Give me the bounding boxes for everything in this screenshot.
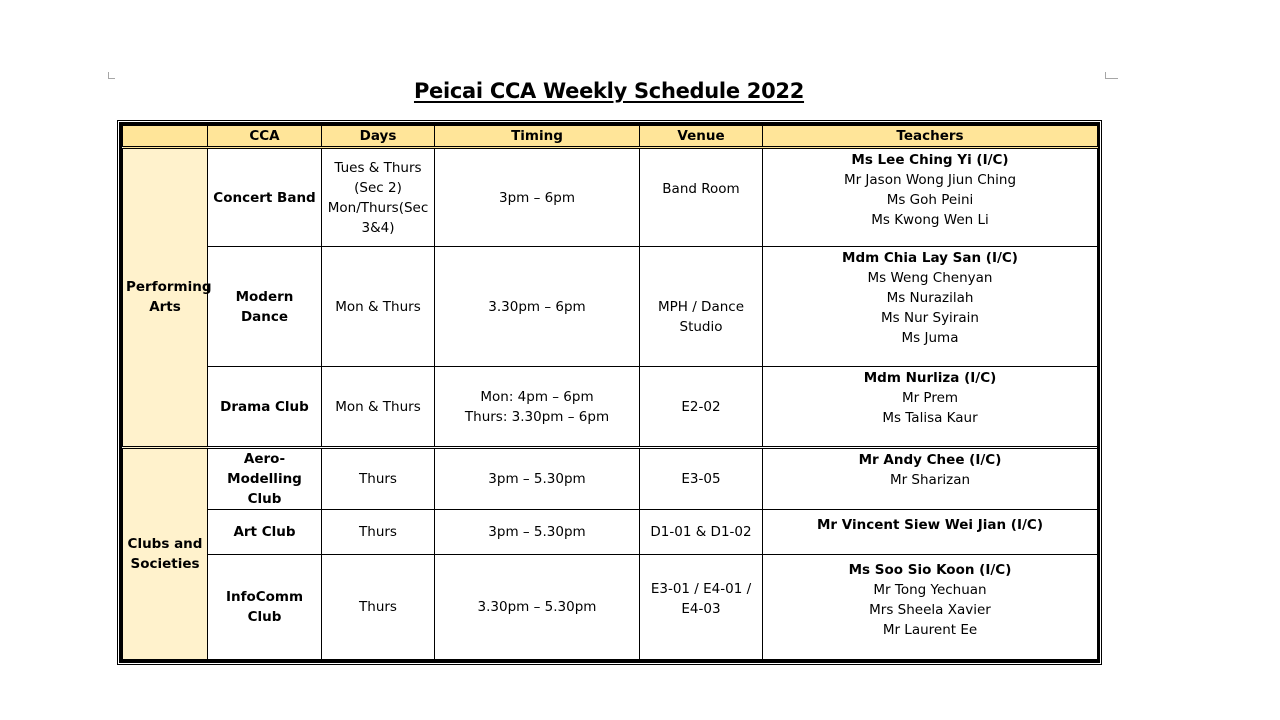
- timing-line: 3.30pm – 5.30pm: [477, 598, 597, 615]
- teachers-cell: [763, 447, 1098, 509]
- days-line: Thurs: [359, 470, 397, 487]
- cca-name-line: Club: [247, 490, 282, 507]
- venue-line: E3-05: [681, 470, 721, 487]
- days-line: Mon & Thurs: [335, 298, 421, 315]
- teacher-in-charge: Mdm Chia Lay San (I/C): [842, 250, 1018, 267]
- document-title: Peicai CCA Weekly Schedule 2022: [413, 79, 805, 103]
- group-name-line: Arts: [149, 299, 181, 316]
- group-name-line: Clubs and: [127, 535, 203, 552]
- venue-line: E2-02: [681, 398, 721, 415]
- timing-line: Mon: 4pm – 6pm: [480, 388, 594, 405]
- table-row: [123, 447, 1098, 509]
- venue-cell: [640, 554, 763, 659]
- timing-cell: [435, 247, 640, 367]
- header-row: [123, 126, 1098, 148]
- header-teachers: Teachers: [763, 126, 1098, 148]
- teachers-cell: [763, 367, 1098, 447]
- teachers-cell: [763, 509, 1098, 554]
- teacher: Ms Goh Peini: [886, 192, 974, 208]
- group-name-line: Societies: [130, 555, 200, 572]
- timing-line: 3pm – 5.30pm: [488, 523, 586, 540]
- margin-corner-mark-right: [1105, 72, 1118, 79]
- header-days: Days: [322, 126, 435, 148]
- teacher: Ms Weng Chenyan: [867, 270, 993, 287]
- days-line: Thurs: [359, 523, 397, 540]
- teacher-in-charge: Ms Lee Ching Yi (I/C): [851, 152, 1009, 168]
- teacher: Ms Kwong Wen Li: [871, 212, 989, 228]
- cca-name-infocomm-club: InfoComm Club: [208, 554, 322, 659]
- days-line: Thurs: [359, 598, 397, 615]
- header-cca: CCA: [208, 126, 322, 148]
- teacher: Mr Sharizan: [889, 471, 971, 488]
- cca-name-concert-band: Concert Band: [208, 148, 322, 247]
- teacher-in-charge: Mr Vincent Siew Wei Jian (I/C): [816, 516, 1043, 533]
- venue-cell: [640, 367, 763, 447]
- table-row: [123, 247, 1098, 367]
- header-group: [123, 126, 208, 148]
- cca-name-aero-modelling-club: [208, 447, 322, 509]
- teacher-in-charge: Mdm Nurliza (I/C): [863, 370, 997, 387]
- schedule-table-frame: [119, 122, 1100, 663]
- timing-cell: [435, 554, 640, 659]
- group-cell-performing-arts: [123, 148, 212, 448]
- timing-cell: [435, 509, 640, 554]
- teacher: Mrs Sheela Xavier: [869, 601, 991, 618]
- venue-line: MPH / Dance: [657, 299, 745, 316]
- timing-line: 3.30pm – 6pm: [488, 298, 586, 315]
- cca-name-line: Aero-Modelling: [227, 450, 302, 487]
- table-row: [123, 509, 1098, 554]
- timing-line: 3pm – 6pm: [499, 189, 575, 206]
- table-row: [123, 367, 1098, 447]
- teacher: Ms Juma: [901, 330, 959, 347]
- venue-line: E3-01 / E4-01 /: [650, 580, 752, 597]
- timing-cell: [435, 148, 640, 247]
- teacher: Mr Jason Wong Jiun Ching: [843, 172, 1017, 188]
- group-name-line: Performing: [126, 279, 212, 296]
- venue-line: Band Room: [662, 181, 740, 197]
- days-line: 3&4): [361, 219, 395, 236]
- days-cell: [322, 554, 435, 659]
- teacher-in-charge: Mr Andy Chee (I/C): [858, 451, 1002, 468]
- days-cell: [322, 447, 435, 509]
- teacher: Ms Nurazilah: [886, 290, 974, 307]
- group-cell-clubs-and-societies: [123, 447, 208, 659]
- days-cell: [322, 367, 435, 447]
- timing-cell: [435, 367, 640, 447]
- cca-name-art-club: Art Club: [208, 509, 322, 554]
- days-line: Tues & Thurs: [334, 159, 422, 176]
- schedule-table: [122, 125, 1098, 660]
- timing-cell: [435, 447, 640, 509]
- venue-cell: [640, 447, 763, 509]
- cca-name-drama-club: Drama Club: [208, 367, 322, 447]
- days-cell: [322, 148, 435, 247]
- venue-cell: [640, 247, 763, 367]
- timing-line: Thurs: 3.30pm – 6pm: [464, 408, 610, 425]
- header-timing: Timing: [435, 126, 640, 148]
- table-row: [123, 148, 1098, 247]
- margin-corner-mark-left: [108, 72, 115, 79]
- venue-cell: [640, 148, 763, 247]
- timing-line: 3pm – 5.30pm: [488, 470, 586, 487]
- venue-cell: [640, 509, 763, 554]
- days-line: Mon/Thurs(Sec: [327, 199, 429, 216]
- venue-line: Studio: [679, 319, 723, 336]
- teachers-cell: [763, 148, 1098, 247]
- teacher: Mr Laurent Ee: [882, 621, 978, 638]
- teacher: Mr Prem: [901, 390, 959, 407]
- teachers-cell: [763, 247, 1098, 367]
- days-cell: [322, 509, 435, 554]
- table-row: [123, 554, 1098, 659]
- venue-line: D1-01 & D1-02: [650, 523, 752, 540]
- venue-line: E4-03: [681, 600, 721, 617]
- teacher: Mr Tong Yechuan: [873, 581, 987, 598]
- teacher-in-charge: Ms Soo Sio Koon (I/C): [848, 561, 1012, 578]
- header-venue: Venue: [640, 126, 763, 148]
- days-cell: [322, 247, 435, 367]
- days-line: Mon & Thurs: [335, 398, 421, 415]
- teacher: Ms Nur Syirain: [881, 310, 979, 327]
- teacher: Ms Talisa Kaur: [882, 410, 978, 427]
- teachers-cell: [763, 554, 1098, 659]
- days-line: (Sec 2): [354, 179, 402, 196]
- cca-name-modern-dance: Modern Dance: [208, 247, 322, 367]
